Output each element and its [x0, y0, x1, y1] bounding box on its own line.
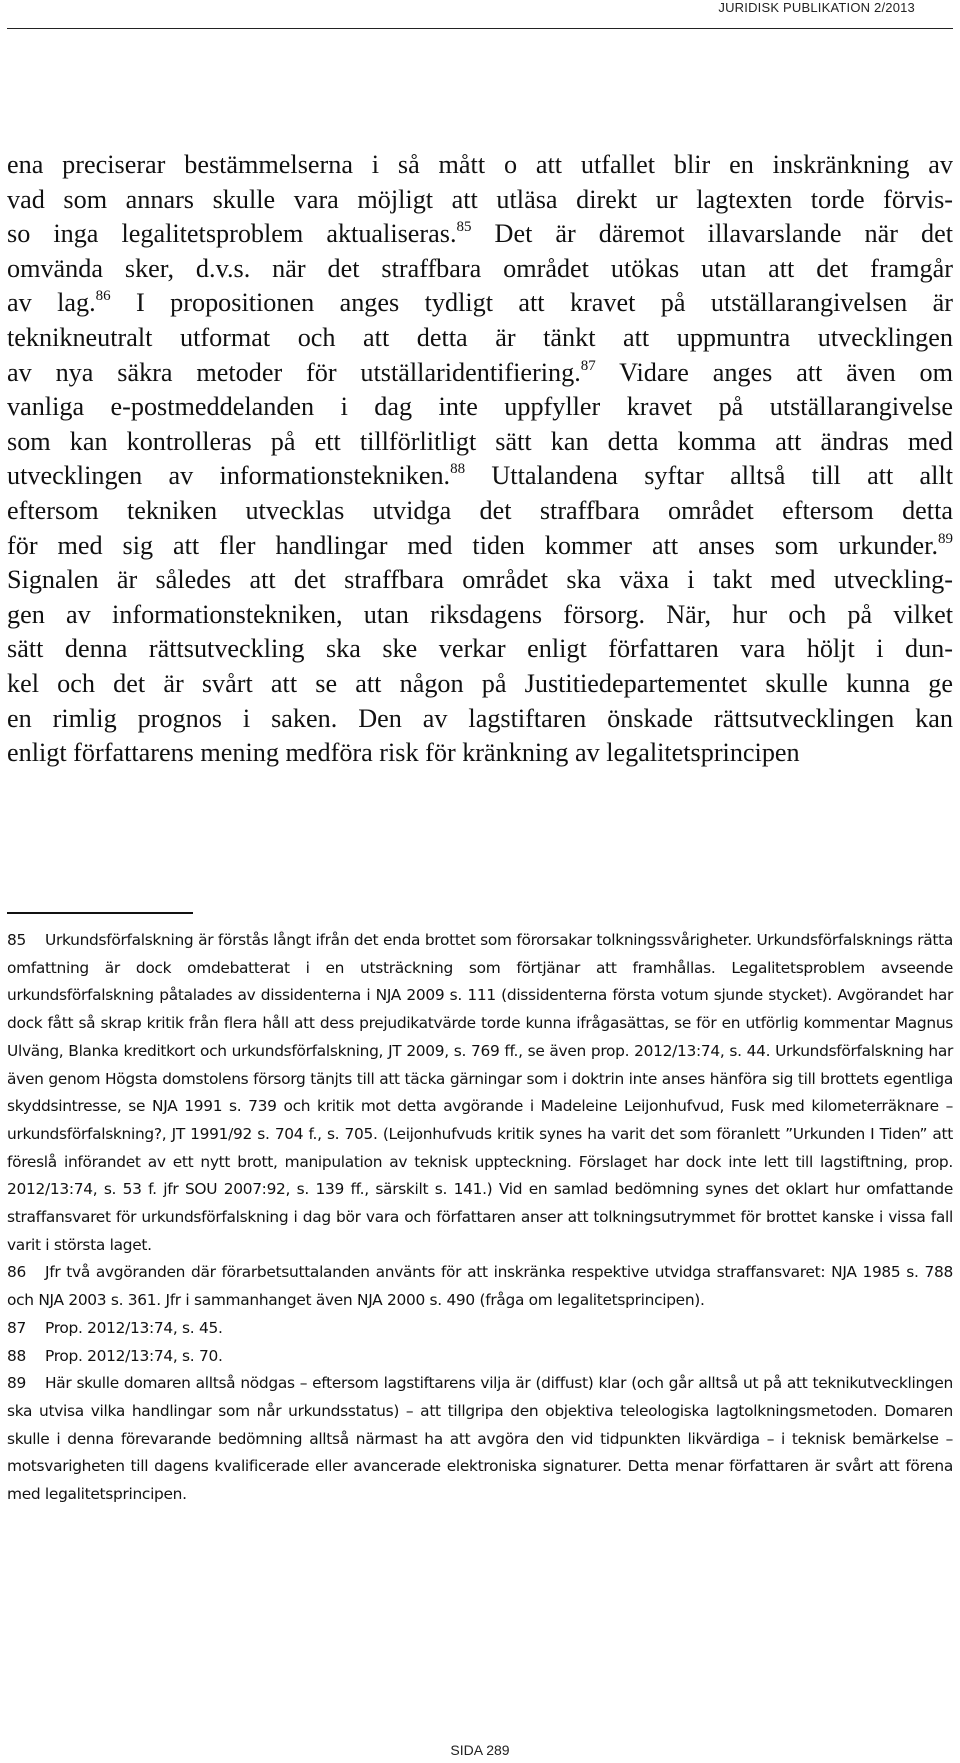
footnotes	[7, 927, 953, 1509]
body-line	[7, 598, 953, 633]
body-line	[7, 217, 953, 252]
footnote-separator	[7, 912, 193, 914]
body-line	[7, 425, 953, 460]
body-text-run: för med sig att fler handlingar med tiden kommer att anses som urkunder.	[7, 530, 938, 560]
body-text-run: utvecklingen av informationstekniken.	[7, 461, 451, 491]
body-line	[7, 286, 953, 321]
footnote-text: Jfr två avgöranden där förarbetsuttalanden använts för att inskränka respektive utvidga straffansvaret: NJA 1985 s. 788 och NJA 2003 s. 361. Jfr i sammanhanget även NJA 2000 s. 490 (fråga om legalitetsprincipen).	[7, 1263, 953, 1310]
footnote	[7, 1343, 953, 1371]
header-rule	[7, 28, 953, 29]
footnote-number: 87	[7, 1318, 26, 1337]
footnote-ref: 85	[456, 219, 472, 236]
body-line	[7, 736, 953, 771]
footnote-text: Prop. 2012/13:74, s. 70.	[45, 1346, 223, 1365]
body-line	[7, 459, 953, 494]
body-line	[7, 563, 953, 598]
body-text-run: av lag.	[7, 288, 96, 318]
body-line	[7, 667, 953, 702]
footnote-number: 86	[7, 1263, 26, 1282]
footnote-ref: 86	[95, 288, 111, 305]
body-line	[7, 529, 953, 564]
footnote-ref: 87	[580, 357, 596, 374]
body-line	[7, 356, 953, 391]
body-line	[7, 148, 953, 183]
footnote-text: Prop. 2012/13:74, s. 45.	[45, 1318, 223, 1337]
body-text-run: som kan kontrolleras på ett tillförlitligt sätt kan detta komma att ändras med	[7, 426, 953, 456]
footnote	[7, 927, 953, 1259]
footnote	[7, 1315, 953, 1343]
footnote-ref: 88	[450, 461, 466, 478]
body-text-run: eftersom tekniken utvecklas utvidga det straffbara området eftersom detta	[7, 495, 953, 525]
body-text-run: ena preciserar bestämmelserna i så mått o att utfallet blir en inskränkning av	[7, 150, 953, 179]
body-text-run: Vidare anges att även om	[595, 357, 953, 387]
body-text-run: vanliga e-postmeddelanden i dag inte uppfyller kravet på utställarangivelse	[7, 392, 953, 422]
body-line	[7, 390, 953, 425]
body-text-run: sätt denna rättsutveckling ska ske verkar enligt författaren vara höljt i dun-	[7, 634, 953, 664]
body-text-run: so inga legalitetsproblem aktualiseras.	[7, 219, 457, 249]
footnote	[7, 1259, 953, 1314]
footnote-ref: 89	[938, 530, 953, 547]
footnote-number: 88	[7, 1346, 26, 1365]
body-text-run: en rimlig prognos i saken. Den av lagstiftaren önskade rättsutvecklingen kan	[7, 703, 953, 733]
page-number: SIDA 289	[450, 1742, 510, 1758]
body-text-run: Det är däremot illavarslande när det	[471, 219, 953, 249]
body-text-run: gen av informationstekniken, utan riksdagens försorg. När, hur och på vilket	[7, 599, 953, 629]
body-text-run: omvända sker, d.v.s. när det straffbara området utökas utan att det framgår	[7, 253, 953, 283]
running-header: JURIDISK PUBLIKATION 2/2013	[718, 0, 915, 15]
body-line	[7, 632, 953, 667]
body-text-run: I propositionen anges tydligt att kravet på utställarangivelsen är	[110, 288, 953, 318]
footnote-text: Här skulle domaren alltså nödgas – eftersom lagstiftarens vilja är (diffust) klar (och går alltså ut på att teknikutvecklingen ska utvisa vilka handlingar som når urkundsstatus) – att tillgripa den objektiva teleologiska lagtolkningsmetoden. Domaren skulle i denna förevarande bedömning alltså närmast ha att avgöra den vid tidpunkten likvärdiga – i teknisk bemärkelse – motsvarigheten till dagens kvalificerade eller avancerade elektroniska signaturer. Detta menar författaren är svårt att förena med legalitetsprincipen.	[7, 1374, 953, 1504]
body-line	[7, 702, 953, 737]
body-line	[7, 252, 953, 287]
footnote-number: 85	[7, 931, 26, 949]
footnote-text: Urkundsförfalskning är förstås långt ifrån det enda brottet som förorsakar tolkningssvårigheter. Urkundsförfalsknings rätta omfattning är dock omdebatterat i en utsträckning som förtjänar att framhållas. Legalitetsproblem avseende urkundsförfalskning påtalades av dissidenterna i NJA 2009 s. 111 (dissidenterna första votum sjunde stycket). Avgörandet har dock fått så skrap kritik från flera håll att dess prejudikatvärde torde kunna ifrågasättas, se för en utförlig kommentar Magnus Ulväng, Blanka kreditkort och urkundsförfalskning, JT 2009, s. 769 ff., se även prop. 2012/13:74, s. 44. Urkundsförfalskning har även genom Högsta domstolens försorg tänjts till att täcka gärningar som i doktrin inte anses hänföra sig till brottets egentliga skyddsintresse, se NJA 1991 s. 739 och kritik mot detta avgörande i Madeleine Leijonhufvud, Fusk med kilometerräknare – urkundsförfalskning?, JT 1991/92 s. 704 f., s. 705. (Leijonhufvuds kritik synes ha varit det som föranlett ”Urkunden I Tiden” att föreslå införandet av ett nytt brott, manipulation av teknisk uppteckning. Förslaget har dock inte lett till lagstiftning, prop. 2012/13:74, s. 53 f. jfr SOU 2007:92, s. 139 ff., särskilt s. 141.) Vid en samlad bedömning synes det oklart hur omfattande straffansvaret för urkundsförfalskning i dag bör vara och författaren anser att tolkningsutrymmet för brottet kanske i vissa fall varit i största laget.	[7, 931, 953, 1254]
body-text-run: vad som annars skulle vara möjligt att utläsa direkt ur lagtexten torde förvis-	[7, 184, 953, 214]
body-text-run: teknikneutralt utformat och att detta är tänkt att uppmuntra utvecklingen	[7, 322, 953, 352]
body-text-run: enligt författarens mening medföra risk för kränkning av legalitetsprincipen	[7, 738, 800, 768]
body-text	[7, 148, 953, 771]
body-text-run: Signalen är således att det straffbara området ska växa i takt med utveckling-	[7, 565, 953, 595]
body-text-run: av nya säkra metoder för utställaridentifiering.	[7, 357, 581, 387]
body-text-run: kel och det är svårt att se att någon på Justitiedepartementet skulle kunna ge	[7, 668, 953, 698]
body-line	[7, 494, 953, 529]
footnote	[7, 1370, 953, 1509]
body-line	[7, 183, 953, 218]
body-line	[7, 321, 953, 356]
body-text-run: Uttalandena syftar alltså till att allt	[465, 461, 953, 491]
footnote-number: 89	[7, 1374, 26, 1393]
